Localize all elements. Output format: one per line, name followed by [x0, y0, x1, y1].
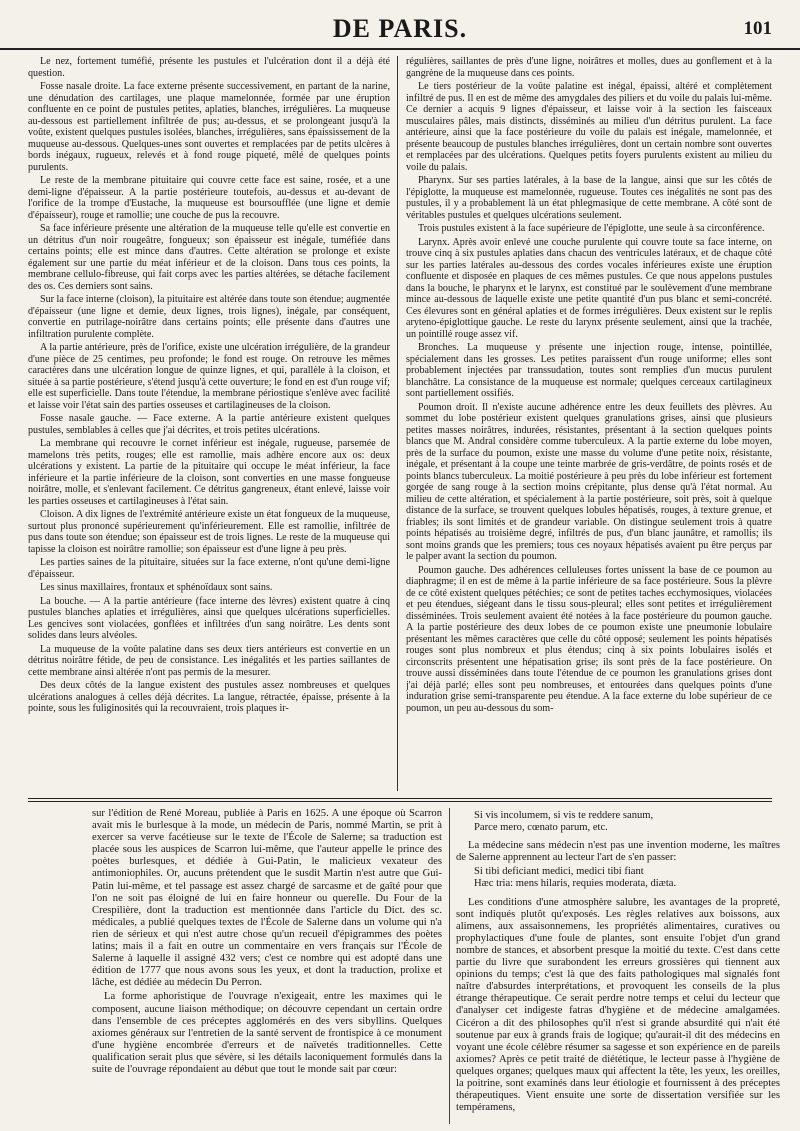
paragraph: Sa face inférieure présente une altération de la muqueuse telle qu'elle est convertie en un détritus d'un noir rougeâtre, fongueux; son épaisseur est inégale, tuméfiée dans certains points; elle est mince dans d'autres. Cette altération se prolonge et existe également sur une partie du méat inférieur et de la cloison. Dans tous ces points, la membrane cellulo-fibreuse, qui fait corps avec les parties altérées, se détache facilement des os. Ces derniers sont sains.: [28, 223, 390, 292]
paragraph: Cloison. A dix lignes de l'extrémité antérieure existe un état fongueux de la muqueuse, surtout plus prononcé supérieurement qu'inférieurement. Elle est ramollie, infiltrée de pus dans toute son étendue; son épaisseur est de trois lignes. Le reste de la muqueuse qui tapisse la cloison est noirâtre ramollie; son épaisseur est d'une ligne à peu près.: [28, 509, 390, 555]
feuilleton-column-left: [92, 808, 442, 1124]
paragraph: Les conditions d'une atmosphère salubre, les avantages de la propreté, sont indiqués plutôt qu'exposés. Les règles relatives aux boissons, aux alimens, aux assaisonnemens, les propriétés alimentaires, curatives ou prophylactiques d'une foule de plantes, sont ensuite l'objet d'un grand nombre de stances, et absorbent presque la moitié du texte. C'est dans cette partie du livre que surabondent les erreurs grossières qui tiennent aux opinions du temps; c'est là que des faits pathologiques mal signalés font naître d'absurdes interprétations, et provoquent les conseils de la plus étrange thérapeutique. Ce serait perdre notre temps et celui du lecteur que d'analyser cet indigeste fatras d'hygiène et de médecine amalgamées. Cicéron a dit des philosophes qu'il n'est si grande absurdité qui n'ait été soutenue par eux à grands frais de logique; qu'aurait-il dit des médecins en voyant une école célèbre résumer sa sagesse et son expérience en de pareils axiomes? Après ce petit traité de diététique, le lecteur passe à l'hygiène de quelques organes; quelques maux qui affectent la tête, les yeux, les oreilles, la poitrine, sont examinés dans leur étiologie et fournissent à des préceptes thérapeutiques. Vient ensuite une sorte de dissertation versifiée sur les tempéramens,: [456, 896, 780, 1114]
paragraph: Le tiers postérieur de la voûte palatine est inégal, épaissi, altéré et complètement infiltré de pus. Il en est de même des amygdales des piliers et du voile du palais lui-même. Ce dernier a acquis 9 lignes d'épaisseur, et laisse voir à la section les faisceaux musculaires pâles, mais distincts, disséminés au milieu d'un détritus purulent. La face antérieure, ainsi que la face postérieure du voile du palais est inégale, mamelonnée, et présente beaucoup de pustules blanches irrégulières, dont un certain nombre sont ouvertes et remplacées par des ulcérations. Quelques petits foyers purulents existent au milieu du voile du palais.: [406, 81, 772, 173]
paragraph: Les sinus maxillaires, frontaux et sphénoïdaux sont sains.: [40, 582, 273, 593]
latin-verse: [474, 866, 780, 890]
column-divider: [397, 56, 398, 791]
paragraph: Trois pustules existent à la face supérieure de l'épiglotte, une seule à sa circonférence.: [418, 223, 765, 234]
paragraph: Larynx. Après avoir enlevé une couche purulente qui couvre toute sa face interne, on trouve cinq à six pustules aplaties dans chacun des ventricules latéraux, et de chaque côté sur les parties latérales au-dessous des cordes vocales inférieures existe une éruption confluente et disposée en plaques de ces mêmes pustules. Ce que nous appelons pustules dans la bouche, le pharynx et le larynx, est constitué par le soulèvement d'une membrane mince au-dessous de laquelle existe une petite quantité d'un pus blanc et semi-concrété. Ces élevures sont en général aplaties et de formes irrégulières. Deux existent sur le replis aryteno-épiglottique gauche. Le reste du larynx présente seulement, ainsi que la trachée, un pointillé rouge assez vif.: [406, 236, 772, 340]
paragraph: Poumon gauche. Des adhérences celluleuses fortes unissent la base de ce poumon au diaphragme; il en est de même à la partie inférieure de sa face postérieure. Sous la plèvre de ce côté existent quelques pétéchies; ce sont de petites taches ecchymosiques, violacées et peu étendues, siégeant dans le tissu sous-pleural; elles sont petites et irrégulièrement disséminées. Trois seulement avaient été notées à la face postérieure du poumon gauche. A la partie postérieure des deux lobes de ce poumon existe une pneumonie lobulaire présentant les mêmes caractères que celle du côté opposé; seulement les points hépatisés rouges sont plus nombreux et plus étendus; cinq à six points lobulaires isolés et circonscrits présentent une hépatisation grise; ils sont près de la face postérieure. On trouve aussi disséminées dans toute l'étendue de ce poumon les granulations grises dont j'ai déjà parlé; elles sont peu nombreuses, et entourées dans quelques points d'une induration grise semi-transparente peu étendue. A la face externe du lobe supérieur de ce poumon, un peu au-dessous du som-: [406, 564, 772, 714]
paragraph: Fosse nasale gauche. — Face externe. A la partie antérieure existent quelques pustules, semblables à celles que j'ai décrites, et trois petites ulcérations.: [28, 413, 390, 436]
paragraph: Le nez, fortement tuméfié, présente les pustules et l'ulcération dont il a déjà été question.: [28, 56, 390, 79]
page-header: [0, 0, 800, 50]
paragraph: La médecine sans médecin n'est pas une invention moderne, les maîtres de Salerne apprennent au lecteur l'art de s'en passer:: [456, 840, 780, 864]
paragraph: Des deux côtés de la langue existent des pustules assez nombreuses et quelques ulcérations analogues à celles déjà décrites. La langue, rétractée, épaisse, présente à la pointe, sous les fuliginosités qui la recouvraient, trois plaques ir-: [28, 680, 390, 714]
paragraph: A la partie antérieure, près de l'orifice, existe une ulcération irrégulière, de la grandeur d'une pièce de 25 centimes, peu profonde; le fond est rouge. On retrouve les mêmes caractères dans une ulcération longue de quinze lignes, et qui, parallèle à la cloison, et située à sa partie postérieure, s'étend jusqu'à cette ouverture; le fond en est d'un rouge vif; elle est superficielle. Dans toute l'étendue, la membrane périostique s'enlève avec facilité et laisse voir l'état sain des parties osseuses et cartilagineuses de la cloison.: [28, 342, 390, 411]
paragraph: Bronches. La muqueuse y présente une injection rouge, intense, pointillée, spécialement dans les grosses. Les petites paraissent d'un rouge uniforme; elles sont probablement injectées par transsudation, toutes sont remplies d'un mucus purulent blanchâtre. La consistance de la muqueuse est normale; quelques cerceaux cartilagineux sont partiellement ossifiés.: [406, 342, 772, 399]
feuilleton-column-right: [456, 808, 780, 1124]
feuilleton-divider: [449, 808, 450, 1124]
article-column-right: [406, 56, 772, 791]
verse-line: Si tibi deficiant medici, medici tibi fiant: [474, 866, 644, 878]
paragraph: Pharynx. Sur ses parties latérales, à la base de la langue, ainsi que sur les côtés de l'épiglotte, la muqueuse est mamelonnée, rugueuse. Toutes ces inégalités ne sont pas des pustules, il y a probablement là un état phlegmasique de cette membrane. A côté sont de véritables pustules et quelques ulcérations seulement.: [406, 175, 772, 221]
section-divider: [28, 798, 772, 802]
paragraph: La forme aphoristique de l'ouvrage n'exigeait, entre les maximes qui le composent, aucune liaison méthodique; on découvre cependant un certain ordre dans l'ensemble de ces préceptes agglomérés en des vers sibyllins. Quelques axiomes généraux sur l'entretien de la santé servent de frontispice à ce monument d'une hygiène encombrée d'erreurs et de naïvetés traditionnelles. Cette qualification serait plus que sévère, si les détails laconiquement formulés dans la suite de l'ouvrage répondaient au début que tout le monde sait par cœur:: [92, 991, 442, 1075]
paragraph: sur l'édition de René Moreau, publiée à Paris en 1625. A une époque où Scarron avait mis le burlesque à la mode, un médecin de Paris, nommé Martin, se prit à exercer sa verve facétieuse sur le texte de l'École de Salerne; sa traduction est placée sous les auspices de Scarron lui-même, que l'auteur appelle le prince des poètes burlesques, et dédiée à Gui-Patin, le malicieux vexateur des antimoniophiles. Or, aucuns prétendent que le susdit Martin n'est autre que Gui-Patin lui-même, et tel passage est assez chargé de sarcasme et de gaîté pour que l'on ne soit pas éloigné de lui en faire honneur ou quereIle. Du Four de la Crespilière, dont la traduction est mentionnée dans l'article du Dict. des sc. médicales, a publié quelques textes de l'École de Salerne dans un volume qui n'a rien de sérieux et qui n'est autre chose qu'un recueil d'épigrammes des poètes latins; mais il a fait en outre un commentaire en vers français sur l'École de Salerne à laquelle il assigné 432 vers; c'est ce nombre qui est adopté dans une édition de 1777 que nous avons sous les yeux, et dont la traduction, prolixe et lâche, est dédiée au médecin Du Perron.: [92, 808, 442, 989]
latin-verse: [474, 810, 780, 834]
paragraph: régulières, saillantes de près d'une ligne, noirâtres et molles, dues au gonflement et à la gangrène de la muqueuse dans ces points.: [406, 56, 772, 79]
verse-line: Parce mero, cœnato parum, etc.: [474, 822, 608, 834]
paragraph: Fosse nasale droite. La face externe présente successivement, en partant de la narine, une dénudation des cartilages, une plaque mamelonnée, formée par une éruption confluente en ce point de pustules petites, aplaties, blanches, irrégulières. La muqueuse au-dessous est partiellement infiltrée de pus; au-dessus, et se prolongeant jusqu'à la voûte, existent quelques pustules isolées, blanches, irrégulières, sans épaississement de la muqueuse au-dessous. Quelques-unes sont ouvertes et remplacées par de petits ulcères à bords inégaux, rugueux, relevés et à fond rouge piqueté, mêlé de quelques points purulents.: [28, 81, 390, 173]
paragraph: La membrane qui recouvre le cornet inférieur est inégale, rugueuse, parsemée de mamelons très petits, rouges; elle est ramollie, mais adhère encore aux os: deux ulcérations y existent. La partie de la pituitaire qui occupe le méat inférieur, la face inférieure et la partie inférieure de la cloison, sont converties en une masse fongueuse noirâtre, molle, et s'enlevant facilement. Ce détritus gangreneux, étant enlevé, laisse voir les parties osseuses et cartilagineuses à l'état sain.: [28, 438, 390, 507]
article-column-left: [28, 56, 390, 791]
page-number: 101: [743, 18, 772, 39]
verse-line: Hæc tria: mens hilaris, requies moderata, diæta.: [474, 878, 677, 890]
verse-line: Si vis incolumem, si vis te reddere sanum,: [474, 810, 654, 821]
paragraph: La muqueuse de la voûte palatine dans ses deux tiers antérieurs est convertie en un détritus noirâtre fétide, de peu de consistance. Les inégalités et les parties saillantes de cette membrane ainsi altérée n'ont pas permis de la mesurer.: [28, 643, 390, 678]
running-title: DE PARIS.: [332, 14, 468, 43]
paragraph: Sur la face interne (cloison), la pituitaire est altérée dans toute son étendue; augmentée d'épaisseur (une ligne et demie, deux lignes, trois lignes), inégale, par conséquent, convertie en putrilage-noirâtre dans certains points; elle présente dans d'autres une infiltration purulente complète.: [28, 294, 390, 340]
paragraph: Le reste de la membrane pituitaire qui couvre cette face est saine, rosée, et a une demi-ligne d'épaisseur. A la partie postérieure toutefois, au-dessus et au-devant de l'orifice de la trompe d'Eustache, la muqueuse est boursoufflée (une ligne et demie d'épaisseur), rouge et ramollie; une couche de pus la recouvre.: [28, 175, 390, 221]
paragraph: Poumon droit. Il n'existe aucune adhérence entre les deux feuillets des plèvres. Au sommet du lobe postérieur existent quelques granulations grises, ainsi que plusieurs petites masses noirâtres, indurées, résistantes, présentant à la section quelques points blancs que M. Andral considère comme tuberculeux. A la partie externe du lobe moyen, près de la surface du poumon, existe une masse du volume d'une petite noix, résistante, inégale, et présentant à la coupe une teinte marbrée de gris-verdâtre, de points rosés et de points blancs tuberculeux. La moitié postérieure à peu près du lobe inférieur est fortement gorgée de sang rouge à la section moins crépitante, plus dense qu'à l'état normal. Au milieu de cette altération, et spécialement à la partie postérieure, soit près, soit à quelque distance de la surface, se trouvent quelques lobules hépatisés, rouges, à texture grenue, et friables; ils sont limités et de grandeur variable. On distingue seulement trois à quatre points hépatisés au troisième degré, infiltrés de pus, d'un blanc jaunâtre, et ramollis; ils sont moins grands que les premiers; tous ces noyaux hépatisés avaient pu être perçus par le palper avant la section du poumon.: [406, 401, 772, 562]
paragraph: Les parties saines de la pituitaire, situées sur la face externe, n'ont qu'une demi-ligne d'épaisseur.: [28, 557, 390, 580]
paragraph: La bouche. — A la partie antérieure (face interne des lèvres) existent quatre à cinq pustules blanches aplaties et irrégulières, ainsi que quelques ulcérations superficielles. Les gencives sont violacées, gonflées et infiltrées d'un sang noirâtre. Les dents sont solides dans leurs alvéoles.: [28, 595, 390, 641]
